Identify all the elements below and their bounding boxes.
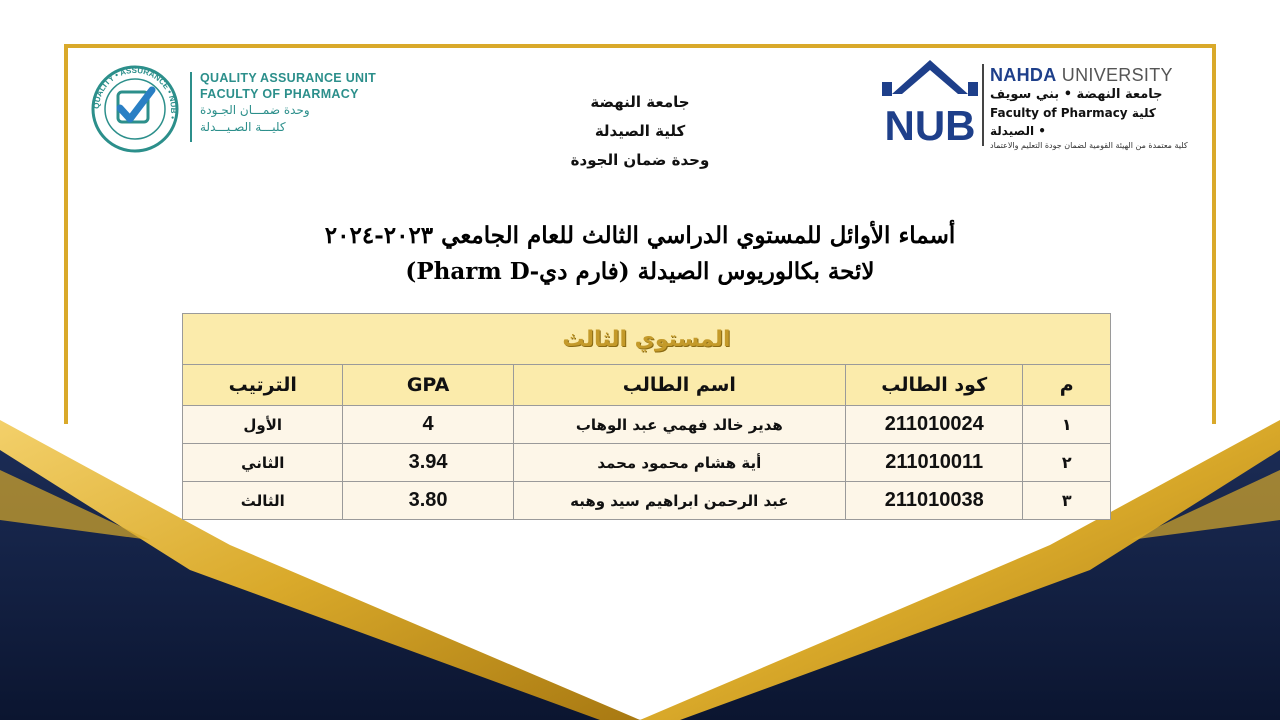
- header-rank: الترتيب: [183, 365, 343, 406]
- gold-frame-top: [64, 44, 1216, 48]
- unit-name: وحدة ضمان الجودة: [570, 151, 710, 169]
- cell-gpa: 3.94: [343, 444, 513, 482]
- qa-divider: [190, 72, 192, 142]
- qa-line-1: QUALITY ASSURANCE UNIT: [200, 71, 377, 85]
- faculty-name: كلية الصيدلة: [594, 122, 686, 140]
- nub-divider: [982, 64, 984, 146]
- level-heading: المستوي الثالث: [183, 314, 1111, 365]
- cell-code: 211010011: [845, 444, 1023, 482]
- cell-gpa: 3.80: [343, 482, 513, 520]
- nub-building-logo-icon: [880, 58, 980, 146]
- cell-name: هدير خالد فهمي عبد الوهاب: [513, 406, 845, 444]
- title-line-2: لائحة بكالوريوس الصيدلة (فارم دي-Pharm D): [405, 258, 875, 285]
- top-students-table: [182, 313, 1111, 520]
- header-gpa: GPA: [343, 365, 513, 406]
- cell-gpa: 4: [343, 406, 513, 444]
- nub-mark-text: NUB: [884, 102, 976, 146]
- cell-code: 211010024: [845, 406, 1023, 444]
- header-num: م: [1023, 365, 1111, 406]
- cell-rank: الثالث: [183, 482, 343, 520]
- gold-frame-left: [64, 44, 68, 424]
- cell-num: ٣: [1023, 482, 1111, 520]
- table-row: [183, 406, 1111, 444]
- cell-num: ٢: [1023, 444, 1111, 482]
- table-row: [183, 444, 1111, 482]
- gold-frame-right: [1212, 44, 1216, 424]
- institution-header: [500, 88, 780, 175]
- qa-ar-line-1: وحدة ضمـــان الجـودة: [200, 103, 310, 117]
- nub-faculty-en: Faculty of Pharmacy: [990, 106, 1128, 120]
- cell-num: ١: [1023, 406, 1111, 444]
- qa-line-2: FACULTY OF PHARMACY: [200, 87, 359, 101]
- cell-rank: الأول: [183, 406, 343, 444]
- page-title: [180, 218, 1100, 290]
- cell-name: عبد الرحمن ابراهيم سيد وهبه: [513, 482, 845, 520]
- cell-name: أية هشام محمود محمد: [513, 444, 845, 482]
- header-code: كود الطالب: [845, 365, 1023, 406]
- qa-ar-line-2: كليـــة الصـيـــدلة: [200, 120, 286, 134]
- table-row: [183, 482, 1111, 520]
- title-line-1: أسماء الأوائل للمستوي الدراسي الثالث للعام الجامعي ٢٠٢٣-٢٠٢٤: [324, 222, 956, 249]
- nub-accreditation: كلية معتمدة من الهيئة القومية لضمان جودة التعليم والاعتماد: [990, 141, 1188, 150]
- cell-rank: الثاني: [183, 444, 343, 482]
- table-header-row: [183, 365, 1111, 406]
- nub-ar-line-1: جامعة النهضة • بني سويف: [990, 87, 1163, 102]
- seal-ring-text: QUALITY • ASSURANCE • NUB •: [91, 65, 179, 120]
- nub-faculty-ar: كلية الصيدلة •: [990, 106, 1156, 138]
- nub-name-bold: NAHDA: [990, 65, 1057, 85]
- qa-unit-text: [200, 70, 390, 136]
- nub-wordmark: [990, 64, 1200, 152]
- cell-code: 211010038: [845, 482, 1023, 520]
- nub-name-rest: UNIVERSITY: [1056, 65, 1173, 85]
- university-name: جامعة النهضة: [590, 93, 690, 111]
- quality-assurance-seal-icon: [90, 64, 180, 154]
- header-name: اسم الطالب: [513, 365, 845, 406]
